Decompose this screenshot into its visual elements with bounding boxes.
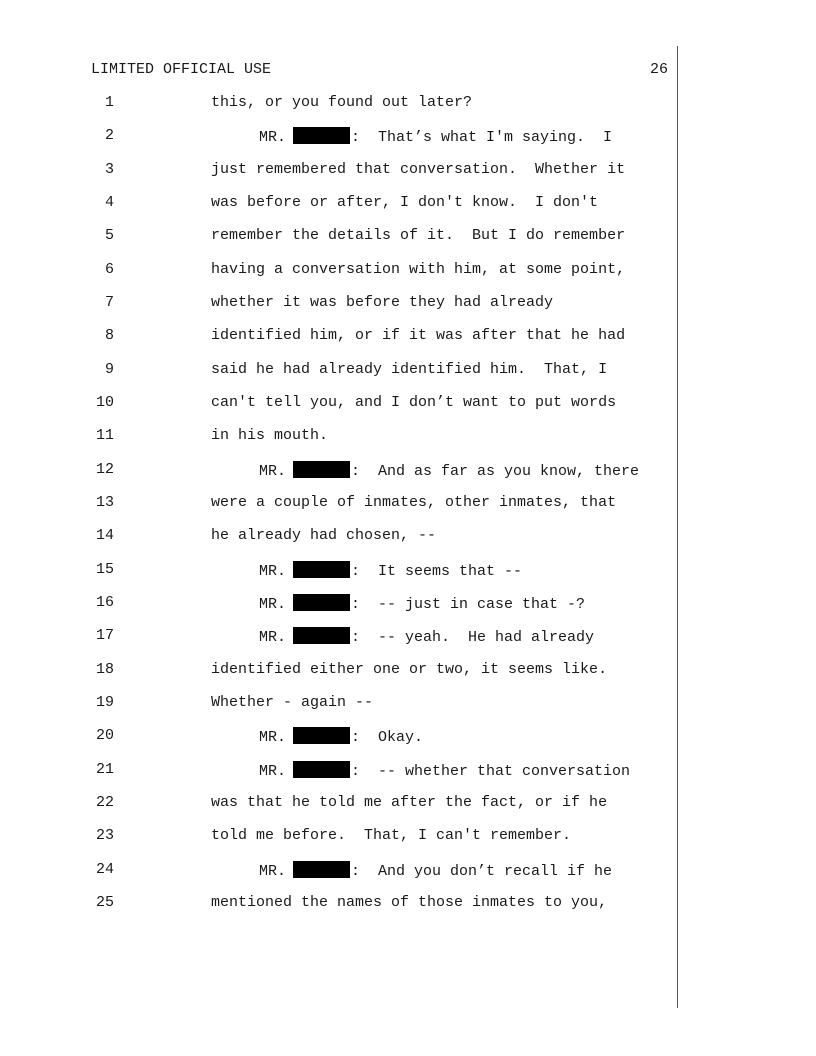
redacted-name <box>293 627 350 644</box>
line-number: 9 <box>104 360 114 378</box>
speech-text: whether it was before they had already <box>211 294 554 311</box>
speech-text: mentioned the names of those inmates to you, <box>211 893 608 911</box>
speaker-line <box>259 861 612 880</box>
speaker-title: MR. <box>259 129 287 147</box>
transcript-line <box>0 94 670 114</box>
line-text <box>211 261 625 278</box>
line-number: 8 <box>104 327 114 345</box>
transcript-line <box>0 827 670 847</box>
speech-text: was before or after, I don't know. I don't <box>211 194 599 211</box>
transcript-line <box>0 594 670 614</box>
transcript-line <box>0 627 670 647</box>
speech-text: told me before. That, I can't remember. <box>211 827 572 845</box>
speech-text: this, or you found out later? <box>211 94 473 111</box>
transcript-line <box>0 427 670 447</box>
speech-text: : And you don’t recall if he <box>351 862 613 880</box>
line-number: 19 <box>95 693 114 711</box>
speech-text: remember the details of it. But I do remember <box>211 227 626 245</box>
transcript-line <box>0 561 670 581</box>
line-number: 16 <box>95 594 114 611</box>
classification-header: LIMITED OFFICIAL USE <box>91 61 272 78</box>
line-number: 2 <box>104 127 114 145</box>
speaker-line <box>259 727 423 746</box>
speaker-title: MR. <box>259 596 287 613</box>
line-number: 15 <box>95 560 114 578</box>
transcript-line <box>0 727 670 747</box>
transcript-line <box>0 327 670 347</box>
transcript-line <box>0 494 670 514</box>
speech-text: was that he told me after the fact, or if he <box>211 793 608 811</box>
redacted-name <box>293 761 350 778</box>
redacted-name <box>293 127 350 144</box>
speech-text: : And as far as you know, there <box>351 462 640 480</box>
speech-text: having a conversation with him, at some point, <box>211 260 626 278</box>
line-number: 25 <box>95 893 114 911</box>
line-text <box>211 794 607 811</box>
line-text <box>211 94 472 111</box>
speech-text: identified either one or two, it seems like. <box>211 660 608 678</box>
transcript-line <box>0 661 670 681</box>
speech-text: : -- whether that conversation <box>351 762 631 780</box>
right-margin-rule <box>677 46 678 1008</box>
line-number: 24 <box>95 860 114 878</box>
line-number: 10 <box>95 394 114 411</box>
speaker-line <box>259 627 594 646</box>
line-number: 20 <box>95 727 114 745</box>
line-number: 12 <box>95 460 114 478</box>
redacted-name <box>293 727 350 744</box>
transcript-line <box>0 694 670 714</box>
line-number: 4 <box>104 194 114 211</box>
speaker-title: MR. <box>259 762 287 780</box>
transcript-line <box>0 794 670 814</box>
transcript-line <box>0 194 670 214</box>
speech-text: : That’s what I'm saying. I <box>351 129 613 147</box>
speaker-line <box>259 127 612 146</box>
line-text <box>211 361 607 378</box>
speaker-title: MR. <box>259 629 287 647</box>
speaker-title: MR. <box>259 729 287 747</box>
transcript-line <box>0 461 670 481</box>
speech-text: identified him, or if it was after that he had <box>211 327 626 345</box>
line-text <box>211 827 571 844</box>
line-text <box>211 527 436 544</box>
transcript-line <box>0 894 670 914</box>
line-number: 3 <box>104 160 114 178</box>
speech-text: Whether - again -- <box>211 693 374 711</box>
speech-text: he already had chosen, -- <box>211 527 437 545</box>
line-number: 13 <box>95 494 114 511</box>
line-text <box>211 427 328 444</box>
speech-text: : It seems that -- <box>351 562 523 580</box>
speech-text: : Okay. <box>351 729 424 747</box>
transcript-line <box>0 294 670 314</box>
speaker-title: MR. <box>259 862 287 880</box>
page-number: 26 <box>649 61 668 78</box>
line-number: 6 <box>104 260 114 278</box>
line-number: 7 <box>104 294 114 311</box>
line-text <box>211 194 598 211</box>
transcript-line <box>0 361 670 381</box>
speech-text: just remembered that conversation. Whether it <box>211 160 626 178</box>
transcript-line <box>0 227 670 247</box>
line-text <box>211 661 607 678</box>
speaker-title: MR. <box>259 462 287 480</box>
line-number: 11 <box>95 427 114 445</box>
transcript-line <box>0 261 670 281</box>
speech-text: in his mouth. <box>211 427 329 445</box>
transcript-line <box>0 761 670 781</box>
speech-text: can't tell you, and I don’t want to put words <box>211 394 617 411</box>
speaker-line <box>259 594 585 613</box>
line-number: 18 <box>95 660 114 678</box>
redacted-name <box>293 461 350 478</box>
line-text <box>211 227 625 244</box>
line-text <box>211 894 607 911</box>
line-text <box>211 294 553 311</box>
speaker-title: MR. <box>259 562 287 580</box>
line-text <box>211 394 616 411</box>
transcript-line <box>0 394 670 414</box>
speaker-line <box>259 461 639 480</box>
speech-text: said he had already identified him. That, I <box>211 360 608 378</box>
speech-text: : -- just in case that -? <box>351 596 586 613</box>
transcript-line <box>0 127 670 147</box>
line-number: 5 <box>104 227 114 245</box>
transcript-line <box>0 161 670 181</box>
line-number: 22 <box>95 793 114 811</box>
line-number: 17 <box>95 627 114 645</box>
transcript-line <box>0 527 670 547</box>
line-text <box>211 327 625 344</box>
speaker-line <box>259 761 630 780</box>
line-text <box>211 694 373 711</box>
redacted-name <box>293 561 350 578</box>
speech-text: were a couple of inmates, other inmates, that <box>211 494 617 511</box>
line-number: 14 <box>95 527 114 545</box>
line-number: 23 <box>95 827 114 845</box>
redacted-name <box>293 594 350 611</box>
speech-text: : -- yeah. He had already <box>351 629 595 647</box>
speaker-line <box>259 561 522 580</box>
line-text <box>211 161 625 178</box>
redacted-name <box>293 861 350 878</box>
transcript-line <box>0 861 670 881</box>
line-number: 1 <box>104 94 114 111</box>
line-text <box>211 494 616 511</box>
line-number: 21 <box>95 760 114 778</box>
